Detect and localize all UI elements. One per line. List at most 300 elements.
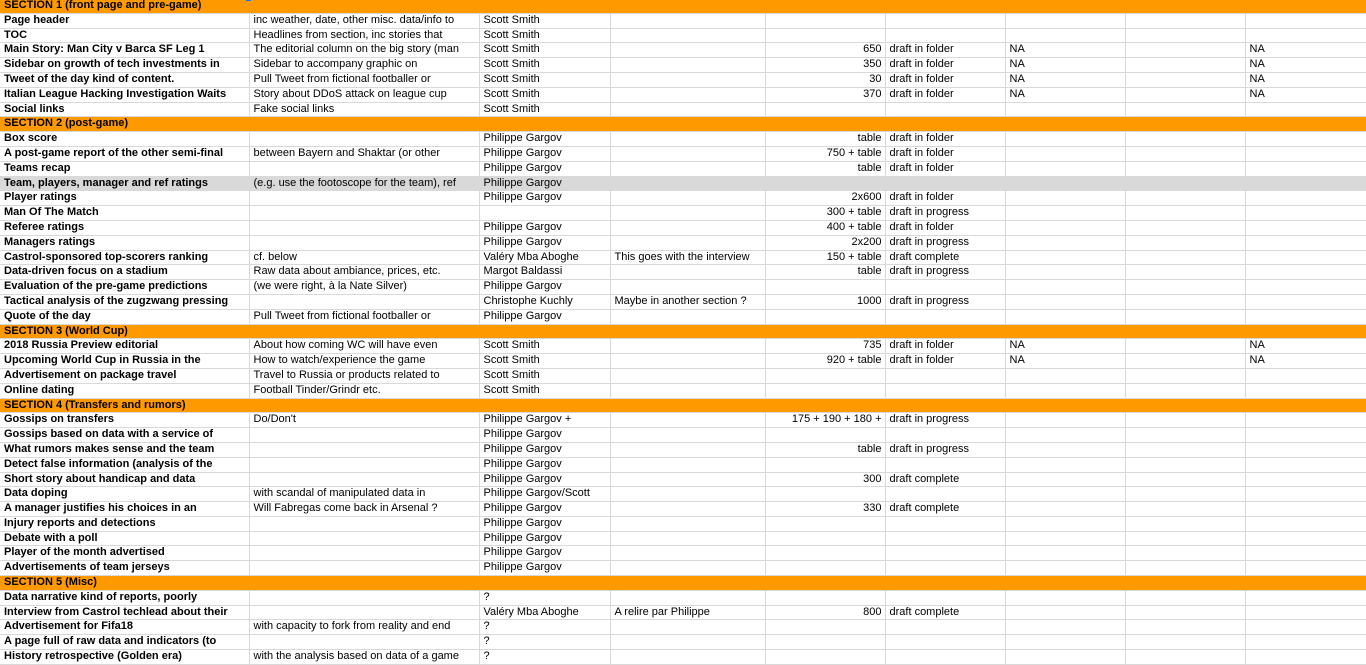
cell-word-count[interactable]: 300 + table — [765, 206, 885, 221]
cell-description[interactable]: Headlines from section, inc stories that — [249, 28, 479, 43]
cell-notes[interactable] — [610, 487, 765, 502]
cell-author[interactable]: Philippe Gargov — [479, 235, 610, 250]
cell-col-i[interactable] — [1245, 442, 1366, 457]
cell-status[interactable] — [885, 531, 1005, 546]
cell-col-g[interactable]: NA — [1005, 72, 1125, 87]
cell-col-h[interactable] — [1125, 442, 1245, 457]
cell-col-g[interactable] — [1005, 191, 1125, 206]
cell-col-h[interactable] — [1125, 472, 1245, 487]
cell-col-i[interactable] — [1245, 590, 1366, 605]
cell-col-h[interactable] — [1125, 250, 1245, 265]
cell-word-count[interactable] — [765, 368, 885, 383]
cell-status[interactable] — [885, 324, 1005, 339]
cell-word-count[interactable]: 750 + table — [765, 146, 885, 161]
cell-description[interactable] — [249, 590, 479, 605]
cell-notes[interactable] — [610, 620, 765, 635]
cell-col-i[interactable] — [1245, 161, 1366, 176]
cell-story-name[interactable]: SECTION 1 (front page and pre-game) — [0, 0, 249, 13]
cell-col-i[interactable] — [1245, 428, 1366, 443]
cell-col-i[interactable] — [1245, 176, 1366, 191]
cell-col-g[interactable] — [1005, 472, 1125, 487]
cell-author[interactable]: ? — [479, 650, 610, 665]
cell-notes[interactable] — [610, 117, 765, 132]
cell-status[interactable] — [885, 590, 1005, 605]
cell-story-name[interactable]: Advertisements of team jerseys — [0, 561, 249, 576]
cell-author[interactable]: Valéry Mba Aboghe — [479, 250, 610, 265]
cell-author[interactable] — [479, 0, 610, 13]
cell-col-h[interactable] — [1125, 590, 1245, 605]
cell-word-count[interactable] — [765, 280, 885, 295]
cell-col-i[interactable]: NA — [1245, 43, 1366, 58]
cell-col-h[interactable] — [1125, 117, 1245, 132]
cell-col-g[interactable] — [1005, 413, 1125, 428]
cell-col-h[interactable] — [1125, 265, 1245, 280]
cell-author[interactable]: Philippe Gargov — [479, 502, 610, 517]
cell-word-count[interactable] — [765, 487, 885, 502]
cell-col-h[interactable] — [1125, 561, 1245, 576]
cell-word-count[interactable]: 370 — [765, 87, 885, 102]
cell-author[interactable] — [479, 398, 610, 413]
cell-story-name[interactable]: A manager justifies his choices in an — [0, 502, 249, 517]
cell-story-name[interactable]: Teams recap — [0, 161, 249, 176]
cell-author[interactable]: Philippe Gargov — [479, 442, 610, 457]
cell-col-h[interactable] — [1125, 132, 1245, 147]
cell-col-h[interactable] — [1125, 87, 1245, 102]
cell-notes[interactable] — [610, 265, 765, 280]
cell-story-name[interactable]: Advertisement on package travel — [0, 368, 249, 383]
cell-col-h[interactable] — [1125, 58, 1245, 73]
cell-notes[interactable] — [610, 561, 765, 576]
cell-col-h[interactable] — [1125, 102, 1245, 117]
cell-description[interactable]: Pull Tweet from fictional footballer or — [249, 309, 479, 324]
cell-description[interactable] — [249, 132, 479, 147]
cell-author[interactable]: ? — [479, 620, 610, 635]
cell-story-name[interactable]: Gossips based on data with a service of — [0, 428, 249, 443]
cell-word-count[interactable]: 30 — [765, 72, 885, 87]
cell-notes[interactable] — [610, 428, 765, 443]
cell-story-name[interactable]: Injury reports and detections — [0, 516, 249, 531]
cell-description[interactable]: Do/Don't — [249, 413, 479, 428]
cell-col-h[interactable] — [1125, 339, 1245, 354]
cell-author[interactable]: Valéry Mba Aboghe — [479, 605, 610, 620]
cell-col-h[interactable] — [1125, 487, 1245, 502]
cell-story-name[interactable]: Italian League Hacking Investigation Waits — [0, 87, 249, 102]
cell-col-i[interactable] — [1245, 531, 1366, 546]
cell-word-count[interactable]: 150 + table — [765, 250, 885, 265]
cell-status[interactable]: draft in folder — [885, 72, 1005, 87]
cell-status[interactable]: draft in progress — [885, 235, 1005, 250]
cell-status[interactable] — [885, 428, 1005, 443]
cell-word-count[interactable] — [765, 650, 885, 665]
cell-description[interactable]: How to watch/experience the game — [249, 354, 479, 369]
cell-col-i[interactable]: NA — [1245, 354, 1366, 369]
cell-story-name[interactable]: SECTION 3 (World Cup) — [0, 324, 249, 339]
cell-notes[interactable] — [610, 309, 765, 324]
cell-col-h[interactable] — [1125, 309, 1245, 324]
cell-story-name[interactable]: Man Of The Match — [0, 206, 249, 221]
cell-author[interactable]: Philippe Gargov — [479, 472, 610, 487]
cell-status[interactable] — [885, 561, 1005, 576]
cell-notes[interactable] — [610, 383, 765, 398]
cell-author[interactable]: Philippe Gargov — [479, 531, 610, 546]
cell-status[interactable]: draft in folder — [885, 339, 1005, 354]
cell-notes[interactable] — [610, 13, 765, 28]
cell-status[interactable]: draft in progress — [885, 294, 1005, 309]
cell-story-name[interactable]: Player ratings — [0, 191, 249, 206]
cell-description[interactable] — [249, 428, 479, 443]
cell-story-name[interactable]: 2018 Russia Preview editorial — [0, 339, 249, 354]
cell-description[interactable] — [249, 191, 479, 206]
cell-description[interactable]: Will Fabregas come back in Arsenal ? — [249, 502, 479, 517]
cell-description[interactable] — [249, 161, 479, 176]
cell-notes[interactable]: A relire par Philippe — [610, 605, 765, 620]
cell-notes[interactable] — [610, 132, 765, 147]
cell-story-name[interactable]: Player of the month advertised — [0, 546, 249, 561]
cell-word-count[interactable]: 350 — [765, 58, 885, 73]
cell-word-count[interactable]: 330 — [765, 502, 885, 517]
cell-story-name[interactable]: Debate with a poll — [0, 531, 249, 546]
cell-description[interactable]: About how coming WC will have even — [249, 339, 479, 354]
cell-author[interactable]: Scott Smith — [479, 354, 610, 369]
cell-notes[interactable] — [610, 472, 765, 487]
cell-author[interactable]: Philippe Gargov — [479, 516, 610, 531]
cell-story-name[interactable]: Detect false information (analysis of the — [0, 457, 249, 472]
cell-description[interactable] — [249, 442, 479, 457]
cell-description[interactable] — [249, 220, 479, 235]
cell-author[interactable] — [479, 324, 610, 339]
cell-word-count[interactable]: 2x600 — [765, 191, 885, 206]
cell-col-i[interactable] — [1245, 650, 1366, 665]
cell-col-i[interactable] — [1245, 561, 1366, 576]
cell-col-i[interactable] — [1245, 0, 1366, 13]
cell-author[interactable]: Philippe Gargov + — [479, 413, 610, 428]
cell-col-h[interactable] — [1125, 620, 1245, 635]
cell-status[interactable] — [885, 309, 1005, 324]
cell-col-i[interactable] — [1245, 546, 1366, 561]
cell-word-count[interactable]: 800 — [765, 605, 885, 620]
cell-description[interactable]: between Bayern and Shaktar (or other — [249, 146, 479, 161]
cell-story-name[interactable]: Box score — [0, 132, 249, 147]
cell-word-count[interactable] — [765, 516, 885, 531]
cell-col-i[interactable] — [1245, 398, 1366, 413]
cell-col-g[interactable] — [1005, 516, 1125, 531]
cell-status[interactable]: draft complete — [885, 250, 1005, 265]
cell-description[interactable] — [249, 635, 479, 650]
cell-notes[interactable] — [610, 280, 765, 295]
cell-story-name[interactable]: Social links — [0, 102, 249, 117]
cell-col-i[interactable] — [1245, 502, 1366, 517]
cell-notes[interactable] — [610, 72, 765, 87]
cell-story-name[interactable]: Sidebar on growth of tech investments in — [0, 58, 249, 73]
cell-notes[interactable] — [610, 161, 765, 176]
cell-notes[interactable] — [610, 43, 765, 58]
cell-description[interactable] — [249, 117, 479, 132]
cell-word-count[interactable] — [765, 383, 885, 398]
cell-description[interactable] — [249, 561, 479, 576]
cell-notes[interactable] — [610, 102, 765, 117]
cell-col-g[interactable] — [1005, 650, 1125, 665]
cell-col-h[interactable] — [1125, 368, 1245, 383]
cell-col-h[interactable] — [1125, 235, 1245, 250]
cell-col-i[interactable] — [1245, 102, 1366, 117]
cell-col-h[interactable] — [1125, 428, 1245, 443]
cell-author[interactable]: Scott Smith — [479, 58, 610, 73]
cell-notes[interactable] — [610, 206, 765, 221]
cell-status[interactable]: draft complete — [885, 605, 1005, 620]
cell-col-g[interactable] — [1005, 250, 1125, 265]
cell-status[interactable]: draft complete — [885, 472, 1005, 487]
cell-description[interactable] — [249, 457, 479, 472]
cell-col-g[interactable] — [1005, 13, 1125, 28]
cell-author[interactable]: Philippe Gargov — [479, 146, 610, 161]
cell-col-h[interactable] — [1125, 383, 1245, 398]
cell-col-i[interactable] — [1245, 132, 1366, 147]
cell-status[interactable] — [885, 457, 1005, 472]
cell-notes[interactable] — [610, 28, 765, 43]
cell-status[interactable]: draft in folder — [885, 146, 1005, 161]
cell-col-g[interactable] — [1005, 546, 1125, 561]
cell-story-name[interactable]: Data doping — [0, 487, 249, 502]
cell-col-h[interactable] — [1125, 605, 1245, 620]
cell-col-i[interactable] — [1245, 206, 1366, 221]
cell-status[interactable]: draft in progress — [885, 265, 1005, 280]
cell-author[interactable] — [479, 576, 610, 591]
cell-status[interactable] — [885, 0, 1005, 13]
cell-word-count[interactable] — [765, 102, 885, 117]
cell-col-i[interactable]: NA — [1245, 339, 1366, 354]
cell-notes[interactable] — [610, 502, 765, 517]
cell-description[interactable]: with scandal of manipulated data in — [249, 487, 479, 502]
cell-col-i[interactable] — [1245, 605, 1366, 620]
cell-word-count[interactable] — [765, 324, 885, 339]
cell-notes[interactable] — [610, 531, 765, 546]
cell-col-i[interactable] — [1245, 28, 1366, 43]
cell-notes[interactable] — [610, 442, 765, 457]
cell-story-name[interactable]: Quote of the day — [0, 309, 249, 324]
cell-status[interactable] — [885, 280, 1005, 295]
cell-col-h[interactable] — [1125, 546, 1245, 561]
cell-col-h[interactable] — [1125, 413, 1245, 428]
cell-col-g[interactable] — [1005, 28, 1125, 43]
cell-col-g[interactable] — [1005, 398, 1125, 413]
cell-col-i[interactable]: NA — [1245, 72, 1366, 87]
cell-col-h[interactable] — [1125, 161, 1245, 176]
cell-col-g[interactable] — [1005, 265, 1125, 280]
cell-word-count[interactable]: table — [765, 161, 885, 176]
cell-word-count[interactable]: 1000 — [765, 294, 885, 309]
cell-author[interactable]: Philippe Gargov/Scott — [479, 487, 610, 502]
cell-word-count[interactable] — [765, 309, 885, 324]
cell-col-h[interactable] — [1125, 531, 1245, 546]
cell-status[interactable] — [885, 576, 1005, 591]
cell-col-i[interactable] — [1245, 383, 1366, 398]
cell-description[interactable] — [249, 294, 479, 309]
cell-description[interactable] — [249, 398, 479, 413]
cell-col-g[interactable]: NA — [1005, 58, 1125, 73]
cell-status[interactable]: draft in folder — [885, 161, 1005, 176]
cell-story-name[interactable]: A post-game report of the other semi-final — [0, 146, 249, 161]
cell-status[interactable]: draft in folder — [885, 191, 1005, 206]
cell-col-i[interactable] — [1245, 220, 1366, 235]
cell-word-count[interactable]: 300 — [765, 472, 885, 487]
cell-col-g[interactable] — [1005, 294, 1125, 309]
cell-col-g[interactable] — [1005, 146, 1125, 161]
cell-col-g[interactable] — [1005, 176, 1125, 191]
cell-col-i[interactable] — [1245, 472, 1366, 487]
cell-col-g[interactable] — [1005, 561, 1125, 576]
cell-col-g[interactable] — [1005, 0, 1125, 13]
cell-word-count[interactable] — [765, 546, 885, 561]
cell-story-name[interactable]: Tweet of the day kind of content. — [0, 72, 249, 87]
cell-description[interactable] — [249, 576, 479, 591]
cell-author[interactable]: Scott Smith — [479, 13, 610, 28]
cell-col-g[interactable] — [1005, 502, 1125, 517]
cell-status[interactable] — [885, 383, 1005, 398]
cell-col-i[interactable] — [1245, 635, 1366, 650]
cell-notes[interactable] — [610, 354, 765, 369]
cell-word-count[interactable] — [765, 28, 885, 43]
cell-col-h[interactable] — [1125, 457, 1245, 472]
cell-notes[interactable]: This goes with the interview — [610, 250, 765, 265]
cell-col-g[interactable] — [1005, 635, 1125, 650]
cell-col-g[interactable] — [1005, 206, 1125, 221]
cell-story-name[interactable]: Page header — [0, 13, 249, 28]
cell-description[interactable]: Sidebar to accompany graphic on — [249, 58, 479, 73]
cell-story-name[interactable]: Data narrative kind of reports, poorly — [0, 590, 249, 605]
cell-status[interactable] — [885, 368, 1005, 383]
cell-col-i[interactable] — [1245, 117, 1366, 132]
cell-notes[interactable] — [610, 516, 765, 531]
cell-word-count[interactable] — [765, 398, 885, 413]
cell-col-h[interactable] — [1125, 635, 1245, 650]
cell-story-name[interactable]: Data-driven focus on a stadium — [0, 265, 249, 280]
cell-story-name[interactable]: SECTION 2 (post-game) — [0, 117, 249, 132]
cell-col-g[interactable] — [1005, 442, 1125, 457]
cell-status[interactable] — [885, 546, 1005, 561]
cell-description[interactable] — [249, 472, 479, 487]
cell-description[interactable] — [249, 516, 479, 531]
cell-col-g[interactable] — [1005, 309, 1125, 324]
cell-col-h[interactable] — [1125, 43, 1245, 58]
cell-author[interactable]: ? — [479, 590, 610, 605]
cell-description[interactable] — [249, 531, 479, 546]
cell-description[interactable]: Pull Tweet from fictional footballer or — [249, 72, 479, 87]
cell-story-name[interactable]: Evaluation of the pre-game predictions — [0, 280, 249, 295]
cell-col-h[interactable] — [1125, 576, 1245, 591]
cell-col-h[interactable] — [1125, 502, 1245, 517]
cell-col-h[interactable] — [1125, 176, 1245, 191]
cell-word-count[interactable] — [765, 428, 885, 443]
cell-story-name[interactable]: Referee ratings — [0, 220, 249, 235]
cell-story-name[interactable]: Main Story: Man City v Barca SF Leg 1 — [0, 43, 249, 58]
cell-story-name[interactable]: Managers ratings — [0, 235, 249, 250]
cell-word-count[interactable]: table — [765, 265, 885, 280]
cell-notes[interactable] — [610, 339, 765, 354]
cell-notes[interactable] — [610, 58, 765, 73]
cell-description[interactable] — [249, 324, 479, 339]
cell-story-name[interactable]: Tactical analysis of the zugzwang pressing — [0, 294, 249, 309]
cell-word-count[interactable] — [765, 117, 885, 132]
cell-story-name[interactable]: Interview from Castrol techlead about their — [0, 605, 249, 620]
cell-author[interactable]: Margot Baldassi — [479, 265, 610, 280]
cell-col-i[interactable] — [1245, 457, 1366, 472]
cell-author[interactable]: Philippe Gargov — [479, 309, 610, 324]
cell-description[interactable] — [249, 235, 479, 250]
cell-col-g[interactable] — [1005, 531, 1125, 546]
cell-description[interactable]: cf. below — [249, 250, 479, 265]
cell-word-count[interactable]: 735 — [765, 339, 885, 354]
cell-col-i[interactable] — [1245, 324, 1366, 339]
cell-col-h[interactable] — [1125, 13, 1245, 28]
cell-description[interactable]: The editorial column on the big story (man — [249, 43, 479, 58]
cell-col-i[interactable] — [1245, 487, 1366, 502]
cell-notes[interactable]: Maybe in another section ? — [610, 294, 765, 309]
cell-col-h[interactable] — [1125, 354, 1245, 369]
cell-word-count[interactable]: 175 + 190 + 180 + — [765, 413, 885, 428]
cell-col-g[interactable] — [1005, 620, 1125, 635]
cell-col-i[interactable] — [1245, 309, 1366, 324]
cell-col-g[interactable]: NA — [1005, 339, 1125, 354]
cell-col-g[interactable] — [1005, 280, 1125, 295]
cell-story-name[interactable]: Advertisement for Fifa18 — [0, 620, 249, 635]
cell-notes[interactable] — [610, 368, 765, 383]
cell-author[interactable]: ? — [479, 635, 610, 650]
cell-col-i[interactable] — [1245, 620, 1366, 635]
cell-col-i[interactable] — [1245, 294, 1366, 309]
cell-notes[interactable] — [610, 457, 765, 472]
cell-col-g[interactable] — [1005, 428, 1125, 443]
cell-word-count[interactable] — [765, 576, 885, 591]
cell-author[interactable] — [479, 117, 610, 132]
cell-notes[interactable] — [610, 324, 765, 339]
cell-notes[interactable] — [610, 650, 765, 665]
cell-status[interactable]: draft in folder — [885, 354, 1005, 369]
cell-author[interactable]: Scott Smith — [479, 28, 610, 43]
cell-story-name[interactable]: SECTION 4 (Transfers and rumors) — [0, 398, 249, 413]
cell-col-g[interactable]: NA — [1005, 43, 1125, 58]
cell-col-g[interactable] — [1005, 457, 1125, 472]
cell-col-i[interactable] — [1245, 146, 1366, 161]
cell-story-name[interactable]: Castrol-sponsored top-scorers ranking — [0, 250, 249, 265]
cell-col-g[interactable] — [1005, 576, 1125, 591]
cell-status[interactable]: draft in progress — [885, 413, 1005, 428]
cell-col-g[interactable] — [1005, 102, 1125, 117]
cell-col-g[interactable] — [1005, 324, 1125, 339]
cell-author[interactable]: Philippe Gargov — [479, 220, 610, 235]
cell-word-count[interactable] — [765, 561, 885, 576]
cell-status[interactable] — [885, 516, 1005, 531]
cell-col-g[interactable] — [1005, 117, 1125, 132]
cell-status[interactable] — [885, 176, 1005, 191]
cell-author[interactable]: Scott Smith — [479, 43, 610, 58]
cell-col-g[interactable]: NA — [1005, 354, 1125, 369]
cell-author[interactable]: Philippe Gargov — [479, 191, 610, 206]
cell-author[interactable]: Christophe Kuchly — [479, 294, 610, 309]
cell-col-i[interactable] — [1245, 413, 1366, 428]
cell-col-i[interactable] — [1245, 516, 1366, 531]
cell-status[interactable]: draft in folder — [885, 132, 1005, 147]
cell-col-h[interactable] — [1125, 0, 1245, 13]
cell-notes[interactable] — [610, 413, 765, 428]
cell-word-count[interactable] — [765, 457, 885, 472]
cell-word-count[interactable] — [765, 620, 885, 635]
cell-status[interactable]: draft in folder — [885, 58, 1005, 73]
cell-status[interactable]: draft in progress — [885, 442, 1005, 457]
cell-col-g[interactable] — [1005, 368, 1125, 383]
cell-status[interactable]: draft complete — [885, 502, 1005, 517]
cell-story-name[interactable]: What rumors makes sense and the team — [0, 442, 249, 457]
cell-word-count[interactable] — [765, 635, 885, 650]
